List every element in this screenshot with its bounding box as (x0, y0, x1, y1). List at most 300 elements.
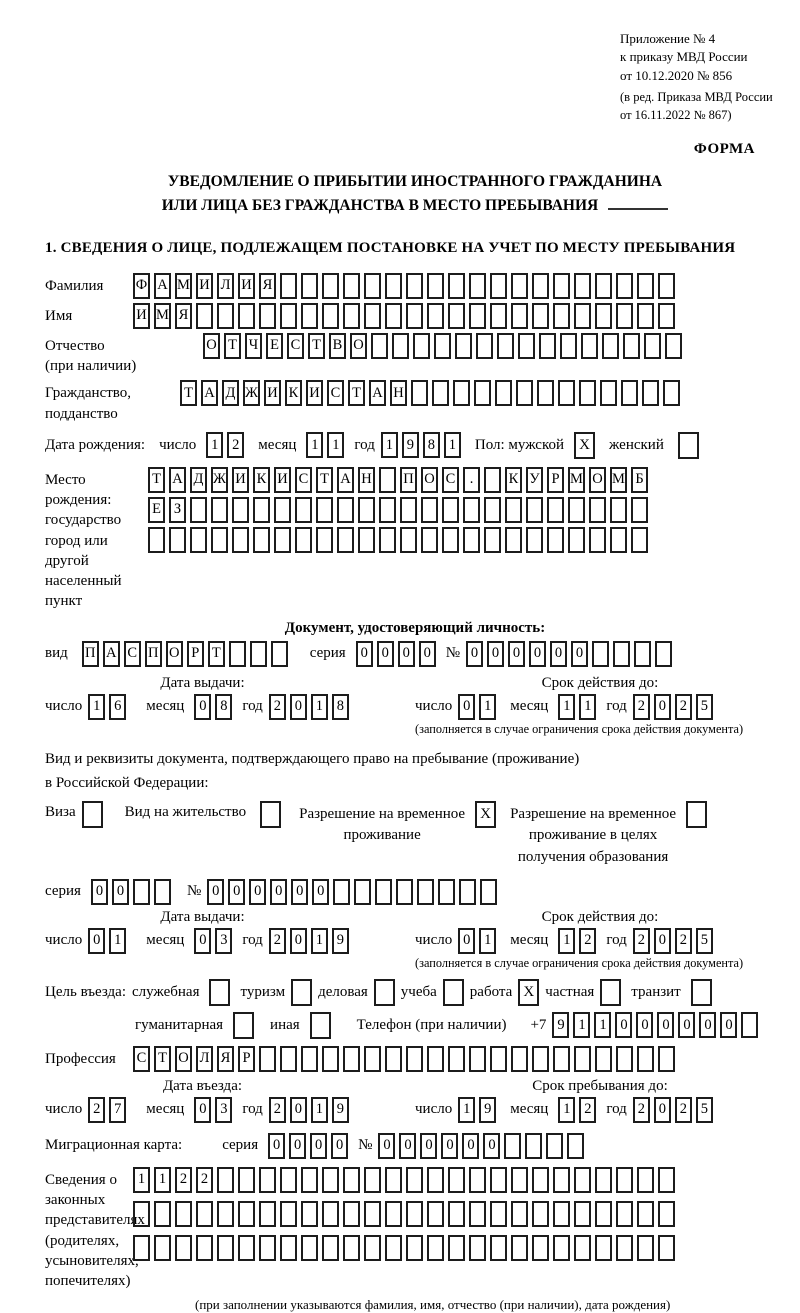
char-cell[interactable] (442, 527, 459, 553)
char-cell[interactable] (663, 380, 680, 406)
char-cell[interactable] (741, 1012, 758, 1038)
char-cell[interactable]: С (327, 380, 344, 406)
char-cell[interactable] (196, 1235, 213, 1261)
char-cell[interactable] (337, 497, 354, 523)
char-cell[interactable] (516, 380, 533, 406)
char-cell[interactable] (427, 1235, 444, 1261)
char-cell[interactable] (526, 527, 543, 553)
char-cell[interactable] (634, 641, 651, 667)
char-cell[interactable] (476, 333, 493, 359)
char-cell[interactable] (406, 1201, 423, 1227)
char-cell[interactable]: 9 (332, 1097, 349, 1123)
char-cell[interactable]: Я (175, 303, 192, 329)
char-cell[interactable] (459, 879, 476, 905)
char-cell[interactable]: 0 (194, 1097, 211, 1123)
char-cell[interactable] (385, 273, 402, 299)
char-cell[interactable] (469, 303, 486, 329)
char-cell[interactable]: 0 (194, 928, 211, 954)
char-cell[interactable]: 2 (579, 928, 596, 954)
char-cell[interactable] (400, 527, 417, 553)
char-cell[interactable]: 5 (696, 694, 713, 720)
char-cell[interactable] (595, 1235, 612, 1261)
char-cell[interactable]: А (369, 380, 386, 406)
char-cell[interactable]: А (103, 641, 120, 667)
char-cell[interactable]: Т (208, 641, 225, 667)
char-cell[interactable] (474, 380, 491, 406)
purpose-work-checkbox[interactable]: X (518, 979, 539, 1006)
char-cell[interactable]: 1 (327, 432, 344, 458)
char-cell[interactable]: 0 (377, 641, 394, 667)
char-cell[interactable] (427, 1167, 444, 1193)
char-cell[interactable]: М (154, 303, 171, 329)
char-cell[interactable]: Р (547, 467, 564, 493)
residence-permit-checkbox[interactable] (260, 801, 281, 828)
char-cell[interactable] (232, 497, 249, 523)
char-cell[interactable] (665, 333, 682, 359)
char-cell[interactable]: 0 (398, 641, 415, 667)
char-cell[interactable] (532, 303, 549, 329)
char-cell[interactable]: 1 (558, 1097, 575, 1123)
char-cell[interactable] (490, 273, 507, 299)
char-cell[interactable] (469, 1167, 486, 1193)
char-cell[interactable]: О (166, 641, 183, 667)
char-cell[interactable]: 0 (508, 641, 525, 667)
char-cell[interactable]: 0 (112, 879, 129, 905)
char-cell[interactable]: 1 (594, 1012, 611, 1038)
char-cell[interactable] (421, 527, 438, 553)
char-cell[interactable]: 1 (306, 432, 323, 458)
char-cell[interactable] (525, 1133, 542, 1159)
char-cell[interactable] (385, 1235, 402, 1261)
char-cell[interactable]: П (145, 641, 162, 667)
char-cell[interactable]: 1 (88, 694, 105, 720)
char-cell[interactable]: С (124, 641, 141, 667)
char-cell[interactable] (271, 641, 288, 667)
char-cell[interactable] (280, 1167, 297, 1193)
char-cell[interactable]: Ф (133, 273, 150, 299)
char-cell[interactable]: 0 (88, 928, 105, 954)
purpose-humanitarian-checkbox[interactable] (233, 1012, 254, 1039)
char-cell[interactable] (343, 273, 360, 299)
char-cell[interactable] (453, 380, 470, 406)
char-cell[interactable] (238, 1235, 255, 1261)
char-cell[interactable] (532, 1201, 549, 1227)
char-cell[interactable]: 0 (270, 879, 287, 905)
char-cell[interactable] (553, 1046, 570, 1072)
char-cell[interactable] (490, 1235, 507, 1261)
char-cell[interactable] (532, 1235, 549, 1261)
char-cell[interactable] (655, 641, 672, 667)
char-cell[interactable] (631, 527, 648, 553)
char-cell[interactable] (316, 527, 333, 553)
char-cell[interactable] (259, 1046, 276, 1072)
char-cell[interactable]: 0 (550, 641, 567, 667)
char-cell[interactable]: 2 (675, 694, 692, 720)
char-cell[interactable] (595, 1201, 612, 1227)
char-cell[interactable] (396, 879, 413, 905)
char-cell[interactable]: 2 (175, 1167, 192, 1193)
char-cell[interactable]: А (337, 467, 354, 493)
char-cell[interactable] (427, 303, 444, 329)
char-cell[interactable]: 0 (378, 1133, 395, 1159)
char-cell[interactable] (406, 1167, 423, 1193)
char-cell[interactable] (613, 641, 630, 667)
char-cell[interactable] (455, 333, 472, 359)
char-cell[interactable]: 0 (654, 694, 671, 720)
char-cell[interactable] (322, 1046, 339, 1072)
char-cell[interactable] (259, 1167, 276, 1193)
char-cell[interactable]: 2 (633, 928, 650, 954)
char-cell[interactable] (442, 497, 459, 523)
char-cell[interactable]: 1 (558, 694, 575, 720)
char-cell[interactable] (511, 303, 528, 329)
char-cell[interactable] (154, 879, 171, 905)
char-cell[interactable]: 0 (228, 879, 245, 905)
visa-checkbox[interactable] (82, 801, 103, 828)
char-cell[interactable]: Е (148, 497, 165, 523)
char-cell[interactable] (253, 527, 270, 553)
char-cell[interactable]: З (169, 497, 186, 523)
char-cell[interactable] (469, 1046, 486, 1072)
char-cell[interactable]: К (505, 467, 522, 493)
char-cell[interactable] (406, 1235, 423, 1261)
char-cell[interactable] (295, 527, 312, 553)
char-cell[interactable]: О (203, 333, 220, 359)
char-cell[interactable]: Я (217, 1046, 234, 1072)
char-cell[interactable] (518, 333, 535, 359)
char-cell[interactable]: М (568, 467, 585, 493)
char-cell[interactable] (196, 1201, 213, 1227)
char-cell[interactable]: О (350, 333, 367, 359)
char-cell[interactable]: 0 (356, 641, 373, 667)
purpose-other-checkbox[interactable] (310, 1012, 331, 1039)
char-cell[interactable] (217, 303, 234, 329)
char-cell[interactable] (280, 273, 297, 299)
char-cell[interactable] (432, 380, 449, 406)
char-cell[interactable]: 0 (720, 1012, 737, 1038)
char-cell[interactable]: 0 (483, 1133, 500, 1159)
char-cell[interactable]: 0 (678, 1012, 695, 1038)
char-cell[interactable]: 0 (458, 694, 475, 720)
char-cell[interactable] (295, 497, 312, 523)
char-cell[interactable] (364, 1046, 381, 1072)
char-cell[interactable]: . (463, 467, 480, 493)
char-cell[interactable] (301, 303, 318, 329)
char-cell[interactable] (238, 303, 255, 329)
char-cell[interactable]: Т (154, 1046, 171, 1072)
char-cell[interactable]: А (154, 273, 171, 299)
char-cell[interactable] (497, 333, 514, 359)
char-cell[interactable] (400, 497, 417, 523)
char-cell[interactable]: Я (259, 273, 276, 299)
char-cell[interactable]: Н (390, 380, 407, 406)
char-cell[interactable] (406, 273, 423, 299)
char-cell[interactable]: 0 (441, 1133, 458, 1159)
char-cell[interactable]: И (238, 273, 255, 299)
purpose-official-checkbox[interactable] (209, 979, 230, 1006)
char-cell[interactable] (505, 497, 522, 523)
char-cell[interactable]: М (175, 273, 192, 299)
char-cell[interactable] (637, 303, 654, 329)
char-cell[interactable]: Ч (245, 333, 262, 359)
char-cell[interactable] (274, 527, 291, 553)
char-cell[interactable]: Ж (211, 467, 228, 493)
char-cell[interactable] (616, 1046, 633, 1072)
char-cell[interactable]: 2 (227, 432, 244, 458)
char-cell[interactable] (354, 879, 371, 905)
char-cell[interactable]: 5 (696, 1097, 713, 1123)
char-cell[interactable]: Л (196, 1046, 213, 1072)
char-cell[interactable] (610, 497, 627, 523)
char-cell[interactable] (448, 1167, 465, 1193)
char-cell[interactable] (379, 467, 396, 493)
char-cell[interactable]: 2 (579, 1097, 596, 1123)
char-cell[interactable]: 0 (571, 641, 588, 667)
char-cell[interactable] (469, 1201, 486, 1227)
char-cell[interactable] (375, 879, 392, 905)
char-cell[interactable] (658, 273, 675, 299)
char-cell[interactable]: 9 (479, 1097, 496, 1123)
char-cell[interactable]: О (175, 1046, 192, 1072)
char-cell[interactable] (480, 879, 497, 905)
char-cell[interactable] (301, 273, 318, 299)
char-cell[interactable]: Т (180, 380, 197, 406)
char-cell[interactable] (448, 1201, 465, 1227)
char-cell[interactable] (637, 1046, 654, 1072)
char-cell[interactable] (301, 1167, 318, 1193)
char-cell[interactable] (253, 497, 270, 523)
char-cell[interactable]: 3 (215, 928, 232, 954)
char-cell[interactable] (364, 1167, 381, 1193)
char-cell[interactable] (343, 1235, 360, 1261)
char-cell[interactable] (560, 333, 577, 359)
char-cell[interactable] (301, 1046, 318, 1072)
char-cell[interactable] (379, 527, 396, 553)
char-cell[interactable] (371, 333, 388, 359)
char-cell[interactable] (637, 1201, 654, 1227)
char-cell[interactable] (526, 497, 543, 523)
char-cell[interactable]: 0 (636, 1012, 653, 1038)
char-cell[interactable] (238, 1167, 255, 1193)
char-cell[interactable]: 1 (573, 1012, 590, 1038)
char-cell[interactable]: К (285, 380, 302, 406)
char-cell[interactable]: 0 (312, 879, 329, 905)
char-cell[interactable] (553, 1235, 570, 1261)
char-cell[interactable]: О (421, 467, 438, 493)
char-cell[interactable]: 0 (399, 1133, 416, 1159)
char-cell[interactable] (511, 1046, 528, 1072)
char-cell[interactable]: 1 (206, 432, 223, 458)
char-cell[interactable] (658, 1046, 675, 1072)
char-cell[interactable] (448, 303, 465, 329)
char-cell[interactable] (602, 333, 619, 359)
char-cell[interactable] (196, 303, 213, 329)
char-cell[interactable]: 8 (332, 694, 349, 720)
purpose-transit-checkbox[interactable] (691, 979, 712, 1006)
char-cell[interactable] (658, 303, 675, 329)
char-cell[interactable]: 0 (615, 1012, 632, 1038)
char-cell[interactable] (553, 1167, 570, 1193)
char-cell[interactable] (385, 303, 402, 329)
char-cell[interactable]: 9 (552, 1012, 569, 1038)
char-cell[interactable] (438, 879, 455, 905)
char-cell[interactable] (547, 497, 564, 523)
char-cell[interactable] (642, 380, 659, 406)
char-cell[interactable]: К (253, 467, 270, 493)
char-cell[interactable] (539, 333, 556, 359)
temp-residence-education-checkbox[interactable] (686, 801, 707, 828)
char-cell[interactable] (616, 273, 633, 299)
char-cell[interactable]: 0 (420, 1133, 437, 1159)
char-cell[interactable] (589, 527, 606, 553)
char-cell[interactable] (574, 1046, 591, 1072)
char-cell[interactable]: 8 (423, 432, 440, 458)
char-cell[interactable] (574, 1167, 591, 1193)
char-cell[interactable]: С (133, 1046, 150, 1072)
char-cell[interactable]: 0 (657, 1012, 674, 1038)
char-cell[interactable]: 0 (207, 879, 224, 905)
char-cell[interactable] (333, 879, 350, 905)
char-cell[interactable]: 9 (402, 432, 419, 458)
char-cell[interactable]: 8 (215, 694, 232, 720)
char-cell[interactable]: 0 (290, 1097, 307, 1123)
char-cell[interactable] (595, 1167, 612, 1193)
char-cell[interactable] (411, 380, 428, 406)
char-cell[interactable] (154, 1201, 171, 1227)
char-cell[interactable] (504, 1133, 521, 1159)
char-cell[interactable] (343, 1201, 360, 1227)
char-cell[interactable]: 1 (311, 694, 328, 720)
char-cell[interactable] (364, 303, 381, 329)
char-cell[interactable] (574, 273, 591, 299)
char-cell[interactable] (495, 380, 512, 406)
char-cell[interactable] (581, 333, 598, 359)
char-cell[interactable]: 0 (487, 641, 504, 667)
char-cell[interactable]: Р (238, 1046, 255, 1072)
char-cell[interactable] (406, 1046, 423, 1072)
char-cell[interactable] (463, 527, 480, 553)
char-cell[interactable] (511, 1167, 528, 1193)
char-cell[interactable]: Т (316, 467, 333, 493)
char-cell[interactable]: 2 (269, 1097, 286, 1123)
char-cell[interactable] (537, 380, 554, 406)
char-cell[interactable] (631, 497, 648, 523)
char-cell[interactable]: 0 (466, 641, 483, 667)
char-cell[interactable] (211, 497, 228, 523)
char-cell[interactable]: 0 (91, 879, 108, 905)
char-cell[interactable] (532, 273, 549, 299)
char-cell[interactable] (154, 1235, 171, 1261)
char-cell[interactable]: 1 (311, 1097, 328, 1123)
char-cell[interactable] (322, 1167, 339, 1193)
char-cell[interactable] (417, 879, 434, 905)
char-cell[interactable] (490, 1201, 507, 1227)
char-cell[interactable] (217, 1201, 234, 1227)
char-cell[interactable] (616, 1167, 633, 1193)
char-cell[interactable]: 1 (479, 928, 496, 954)
char-cell[interactable] (574, 303, 591, 329)
char-cell[interactable]: У (526, 467, 543, 493)
char-cell[interactable] (259, 1235, 276, 1261)
char-cell[interactable]: И (274, 467, 291, 493)
char-cell[interactable] (469, 273, 486, 299)
char-cell[interactable]: 0 (419, 641, 436, 667)
char-cell[interactable]: 1 (109, 928, 126, 954)
char-cell[interactable] (600, 380, 617, 406)
char-cell[interactable]: И (232, 467, 249, 493)
char-cell[interactable] (616, 303, 633, 329)
char-cell[interactable]: 2 (196, 1167, 213, 1193)
char-cell[interactable] (511, 1201, 528, 1227)
char-cell[interactable]: И (133, 303, 150, 329)
char-cell[interactable]: 1 (458, 1097, 475, 1123)
char-cell[interactable] (490, 1046, 507, 1072)
char-cell[interactable]: С (442, 467, 459, 493)
char-cell[interactable] (616, 1201, 633, 1227)
char-cell[interactable]: 1 (154, 1167, 171, 1193)
char-cell[interactable]: 1 (479, 694, 496, 720)
char-cell[interactable] (484, 527, 501, 553)
char-cell[interactable]: А (201, 380, 218, 406)
char-cell[interactable] (280, 1046, 297, 1072)
char-cell[interactable] (217, 1235, 234, 1261)
char-cell[interactable]: Д (190, 467, 207, 493)
char-cell[interactable] (364, 1201, 381, 1227)
char-cell[interactable] (579, 380, 596, 406)
char-cell[interactable]: С (287, 333, 304, 359)
char-cell[interactable] (322, 1235, 339, 1261)
char-cell[interactable]: 2 (88, 1097, 105, 1123)
gender-female-checkbox[interactable] (678, 432, 699, 459)
char-cell[interactable]: Н (358, 467, 375, 493)
char-cell[interactable] (574, 1201, 591, 1227)
char-cell[interactable] (434, 333, 451, 359)
char-cell[interactable]: 0 (290, 694, 307, 720)
char-cell[interactable] (322, 273, 339, 299)
char-cell[interactable] (358, 497, 375, 523)
char-cell[interactable] (175, 1201, 192, 1227)
char-cell[interactable]: И (306, 380, 323, 406)
char-cell[interactable] (511, 1235, 528, 1261)
char-cell[interactable] (427, 1046, 444, 1072)
char-cell[interactable] (610, 527, 627, 553)
char-cell[interactable]: Т (224, 333, 241, 359)
char-cell[interactable] (592, 641, 609, 667)
char-cell[interactable]: 1 (579, 694, 596, 720)
char-cell[interactable]: 6 (109, 694, 126, 720)
char-cell[interactable]: 2 (675, 1097, 692, 1123)
char-cell[interactable]: 2 (269, 928, 286, 954)
char-cell[interactable] (567, 1133, 584, 1159)
char-cell[interactable] (274, 497, 291, 523)
char-cell[interactable]: 2 (675, 928, 692, 954)
char-cell[interactable]: 0 (654, 928, 671, 954)
purpose-private-checkbox[interactable] (600, 979, 621, 1006)
char-cell[interactable] (148, 527, 165, 553)
char-cell[interactable] (658, 1235, 675, 1261)
char-cell[interactable] (421, 497, 438, 523)
char-cell[interactable] (379, 497, 396, 523)
char-cell[interactable] (511, 273, 528, 299)
char-cell[interactable] (547, 527, 564, 553)
char-cell[interactable] (211, 527, 228, 553)
purpose-tourism-checkbox[interactable] (291, 979, 312, 1006)
char-cell[interactable] (232, 527, 249, 553)
char-cell[interactable] (238, 1201, 255, 1227)
char-cell[interactable] (484, 497, 501, 523)
char-cell[interactable] (448, 1235, 465, 1261)
char-cell[interactable]: А (169, 467, 186, 493)
